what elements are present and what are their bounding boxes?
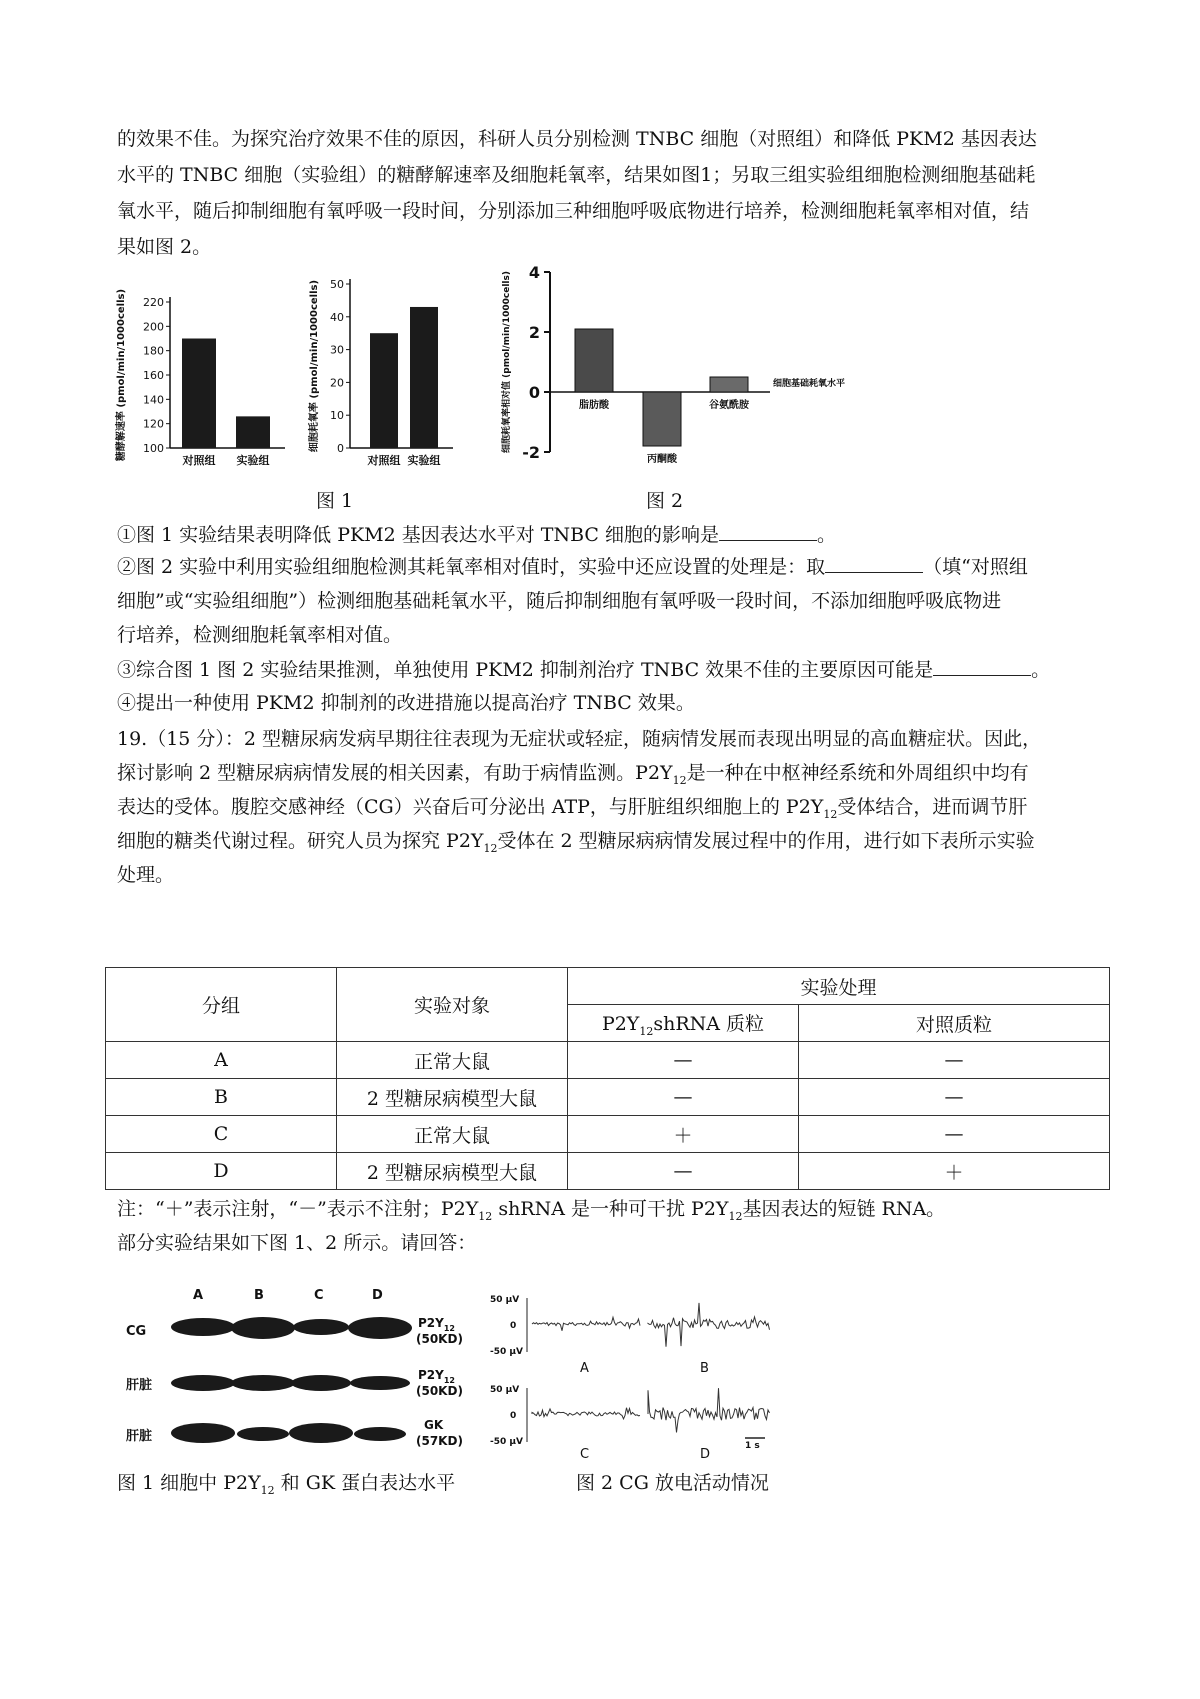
y-tick-label: 220: [143, 296, 164, 309]
scale-label-zero: 0: [510, 1321, 517, 1331]
y-tick-label: 20: [330, 376, 344, 390]
y-tick-label: 30: [330, 343, 344, 357]
y-tick-label: 0: [337, 442, 344, 455]
q19-line-5: 处理。: [117, 864, 175, 886]
bar: [182, 339, 216, 449]
cell-shrna: —: [568, 1153, 799, 1190]
q19-line-2-a: 探讨影响 2 型糖尿病病情发展的相关因素，有助于病情监测。P2Y: [117, 762, 673, 784]
question-1-end: 。: [817, 524, 837, 546]
subscript-12: 12: [443, 1324, 455, 1333]
trace-group: [532, 1303, 770, 1433]
cell-shrna: ＋: [568, 1116, 799, 1153]
q19-line-3-a: 表达的受体。腹腔交感神经（CG）兴奋后可分泌出 ATP，与肝脏组织细胞上的 P2Y: [117, 796, 824, 818]
subscript-12: 12: [483, 841, 498, 855]
band: [237, 1427, 289, 1441]
cell-control: —: [799, 1116, 1110, 1153]
y-tick-label: -2: [522, 443, 540, 462]
band: [171, 1375, 235, 1391]
band: [348, 1317, 412, 1339]
cell-shrna: —: [568, 1079, 799, 1116]
y-tick-label: 10: [330, 409, 344, 423]
intro-line-3: 氧水平，随后抑制细胞有氧呼吸一段时间，分别添加三种细胞呼吸底物进行培养，检测细胞耗氧率相对值，结: [117, 200, 1030, 222]
blot-protein-label: GK: [424, 1418, 444, 1432]
answer-blank-1[interactable]: [719, 522, 817, 541]
subscript-12: 12: [478, 1209, 493, 1223]
bar: [236, 416, 270, 448]
scale-label-zero: 0: [510, 1411, 517, 1421]
intro-line-1: 的效果不佳。为探究治疗效果不佳的原因，科研人员分别检测 TNBC 细胞（对照组）和降低 PKM2 基因表达: [117, 128, 1037, 150]
trace-label: B: [700, 1361, 709, 1376]
y-tick-label: 40: [330, 310, 344, 324]
trace: [648, 1388, 770, 1432]
cell-subject: 2 型糖尿病模型大鼠: [337, 1153, 568, 1190]
blot-protein-label: [418, 1368, 455, 1385]
subscript-12: 12: [260, 1483, 275, 1497]
blot-row-label: 肝脏: [126, 1378, 153, 1393]
q19-line-2-b: 是一种在中枢神经系统和外周组织中均有: [686, 762, 1029, 784]
question-3-text: ③综合图 1 图 2 实验结果推测，单独使用 PKM2 抑制剂治疗 TNBC 效果不佳的主要原因可能是: [117, 659, 934, 681]
x-tick-label: 对照组: [367, 454, 401, 467]
q19-line-3: [117, 792, 1113, 830]
x-tick-label: 脂肪酸: [579, 400, 609, 411]
y-tick-label: 100: [143, 442, 164, 455]
q19-line-4-a: 细胞的糖类代谢过程。研究人员为探究 P2Y: [117, 830, 484, 852]
q19-line-1: 19.（15 分）：2 型糖尿病发病早期往往表现为无症状或轻症，随病情发展而表现出明显的高血糖症状。因此，: [117, 728, 1042, 750]
y-tick-label: 50: [330, 278, 344, 291]
question-2-line-3: 行培养，检测细胞耗氧率相对值。: [117, 624, 403, 646]
blot-row-label: 肝脏: [126, 1429, 153, 1444]
cell-control: —: [799, 1042, 1110, 1079]
header-subject: 实验对象: [337, 968, 568, 1042]
subscript-12: 12: [639, 1024, 654, 1038]
fig2-caption: 图 2: [646, 490, 684, 512]
x-tick-label: 实验组: [407, 454, 441, 467]
table-row: [106, 1153, 1110, 1190]
protein-name: P2Y: [418, 1368, 444, 1382]
intro-line-2: 水平的 TNBC 细胞（实验组）的糖酵解速率及细胞耗氧率，结果如图1；另取三组实验组细胞检测细胞基础耗: [117, 164, 1036, 186]
western-blot-figure: [118, 1285, 488, 1465]
cell-control: ＋: [799, 1153, 1110, 1190]
trace: [532, 1317, 640, 1331]
bar: [575, 329, 613, 392]
lane-label: B: [254, 1288, 264, 1303]
cg-discharge-traces: [490, 1290, 830, 1460]
cell-shrna: —: [568, 1042, 799, 1079]
band: [291, 1375, 351, 1391]
scale-label-top: 50 μV: [490, 1295, 520, 1305]
band: [231, 1375, 295, 1391]
y-axis-label: 细胞耗氧率 (pmol/min/1000cells): [309, 279, 320, 453]
cell-group: A: [106, 1042, 337, 1079]
band: [354, 1427, 406, 1441]
question-2-hint: （填“对照组: [923, 556, 1028, 578]
glycolysis-rate-chart: [110, 270, 305, 480]
q19-line-4-b: 受体在 2 型糖尿病病情发展过程中的作用，进行如下表所示实验: [497, 830, 1035, 852]
header-control: 对照质粒: [799, 1005, 1110, 1042]
y-tick-label: 140: [143, 393, 164, 407]
y-tick-label: 120: [143, 417, 164, 431]
header-shrna: [568, 1005, 799, 1042]
table-row: [106, 1079, 1110, 1116]
header-shrna-prefix: P2Y: [601, 1012, 640, 1035]
relative-oxygen-consumption-chart: [495, 262, 845, 482]
scale-label-bottom: -50 μV: [490, 1437, 523, 1447]
band: [171, 1318, 235, 1336]
cell-subject: 2 型糖尿病模型大鼠: [337, 1079, 568, 1116]
answer-blank-3[interactable]: [933, 657, 1031, 676]
question-3: [117, 655, 1113, 685]
question-1: [117, 520, 1113, 550]
y-axis-label: 细胞耗氧率相对值 (pmol/min/1000cells): [502, 271, 512, 453]
table-note: [117, 1194, 1113, 1232]
cg-discharge-figure: [490, 1290, 830, 1460]
protein-name: P2Y: [418, 1316, 444, 1330]
lane-label: A: [193, 1288, 204, 1303]
y-tick-label: 180: [143, 344, 164, 358]
table-row: [106, 1042, 1110, 1079]
question-2-line-1: [117, 552, 1113, 582]
lane-label: C: [314, 1288, 324, 1303]
bar: [410, 307, 438, 448]
cell-control: —: [799, 1079, 1110, 1116]
header-shrna-suffix: shRNA 质粒: [653, 1012, 765, 1035]
header-treatment: 实验处理: [568, 968, 1110, 1005]
x-tick-label: 谷氨酰胺: [709, 400, 749, 411]
note-part-a: 注：“＋”表示注射，“－”表示不注射；P2Y: [117, 1198, 479, 1220]
bar: [643, 392, 681, 446]
cell-subject: 正常大鼠: [337, 1116, 568, 1153]
x-tick-label: 对照组: [182, 454, 216, 467]
western-blot-image: [118, 1285, 488, 1465]
fig1-caption: 图 1: [316, 490, 354, 512]
q19-line-3-b: 受体结合，进而调节肝: [837, 796, 1028, 818]
x-tick-label: 实验组: [236, 454, 270, 467]
figure-2-caption: 图 2 CG 放电活动情况: [576, 1472, 769, 1494]
scale-label-top: 50 μV: [490, 1385, 520, 1395]
blot-size-label: (50KD): [416, 1384, 463, 1398]
protein-bands: [171, 1317, 412, 1443]
trace: [648, 1303, 770, 1347]
fig1-caption-b: 和 GK 蛋白表达水平: [274, 1472, 456, 1494]
question-4: ④提出一种使用 PKM2 抑制剂的改进措施以提高治疗 TNBC 效果。: [117, 692, 695, 714]
figure-1-caption: [117, 1468, 455, 1497]
scale-label-bottom: -50 μV: [490, 1347, 523, 1357]
reference-label: 细胞基础耗氧水平: [773, 379, 845, 389]
y-tick-label: 4: [528, 263, 540, 282]
band: [171, 1423, 235, 1443]
y-tick-label: 200: [143, 320, 164, 334]
intro-line-4: 果如图 2。: [117, 236, 212, 258]
y-tick-label: 160: [143, 369, 164, 382]
blot-protein-label: [418, 1316, 455, 1333]
trace-label: C: [580, 1447, 590, 1460]
blot-size-label: (57KD): [416, 1434, 463, 1448]
question-1-text: ①图 1 实验结果表明降低 PKM2 基因表达水平对 TNBC 细胞的影响是: [117, 524, 719, 546]
note-part-c: 基因表达的短链 RNA。: [742, 1198, 946, 1220]
fig1-caption-a: 图 1 细胞中 P2Y: [117, 1472, 261, 1494]
bar: [710, 377, 748, 392]
band: [289, 1423, 353, 1443]
subscript-12: 12: [823, 807, 838, 821]
oxygen-consumption-chart: [305, 270, 480, 480]
trace: [532, 1408, 640, 1419]
x-tick-label: 丙酮酸: [647, 454, 677, 465]
lane-label: D: [372, 1288, 383, 1303]
y-tick-label: 2: [528, 323, 540, 342]
answer-blank-2[interactable]: [825, 554, 923, 573]
time-scale-label: 1 s: [745, 1441, 760, 1451]
blot-size-label: (50KD): [416, 1332, 463, 1346]
results-intro: 部分实验结果如下图 1、2 所示。请回答：: [117, 1232, 477, 1254]
band: [350, 1376, 410, 1390]
subscript-12: 12: [728, 1209, 743, 1223]
table-header-row: [106, 968, 1110, 1005]
table-row: [106, 1116, 1110, 1153]
question-2-text: ②图 2 实验中利用实验组细胞检测其耗氧率相对值时，实验中还应设置的处理是：取: [117, 556, 826, 578]
trace-label: A: [580, 1361, 589, 1376]
bar: [370, 333, 398, 448]
question-3-end: 。: [1031, 659, 1051, 681]
experiment-table: [105, 967, 1110, 1190]
subscript-12: 12: [443, 1376, 455, 1385]
y-tick-label: 0: [528, 383, 540, 402]
trace-label: D: [700, 1447, 711, 1460]
cell-group: B: [106, 1079, 337, 1116]
question-2-line-2: 细胞”或“实验组细胞”）检测细胞基础耗氧水平，随后抑制细胞有氧呼吸一段时间，不添加细胞呼吸底物进: [117, 590, 1002, 612]
band: [293, 1319, 349, 1335]
header-group: 分组: [106, 968, 337, 1042]
cell-group: C: [106, 1116, 337, 1153]
cell-subject: 正常大鼠: [337, 1042, 568, 1079]
note-part-b: shRNA 是一种可干扰 P2Y: [492, 1198, 729, 1220]
y-axis-label: 糖酵解速率 (pmol/min/1000cells): [116, 288, 127, 462]
q19-line-2: [117, 758, 1113, 796]
band: [231, 1317, 295, 1339]
blot-row-label: CG: [126, 1324, 147, 1339]
subscript-12: 12: [672, 773, 687, 787]
cell-group: D: [106, 1153, 337, 1190]
q19-line-4: [117, 826, 1113, 864]
